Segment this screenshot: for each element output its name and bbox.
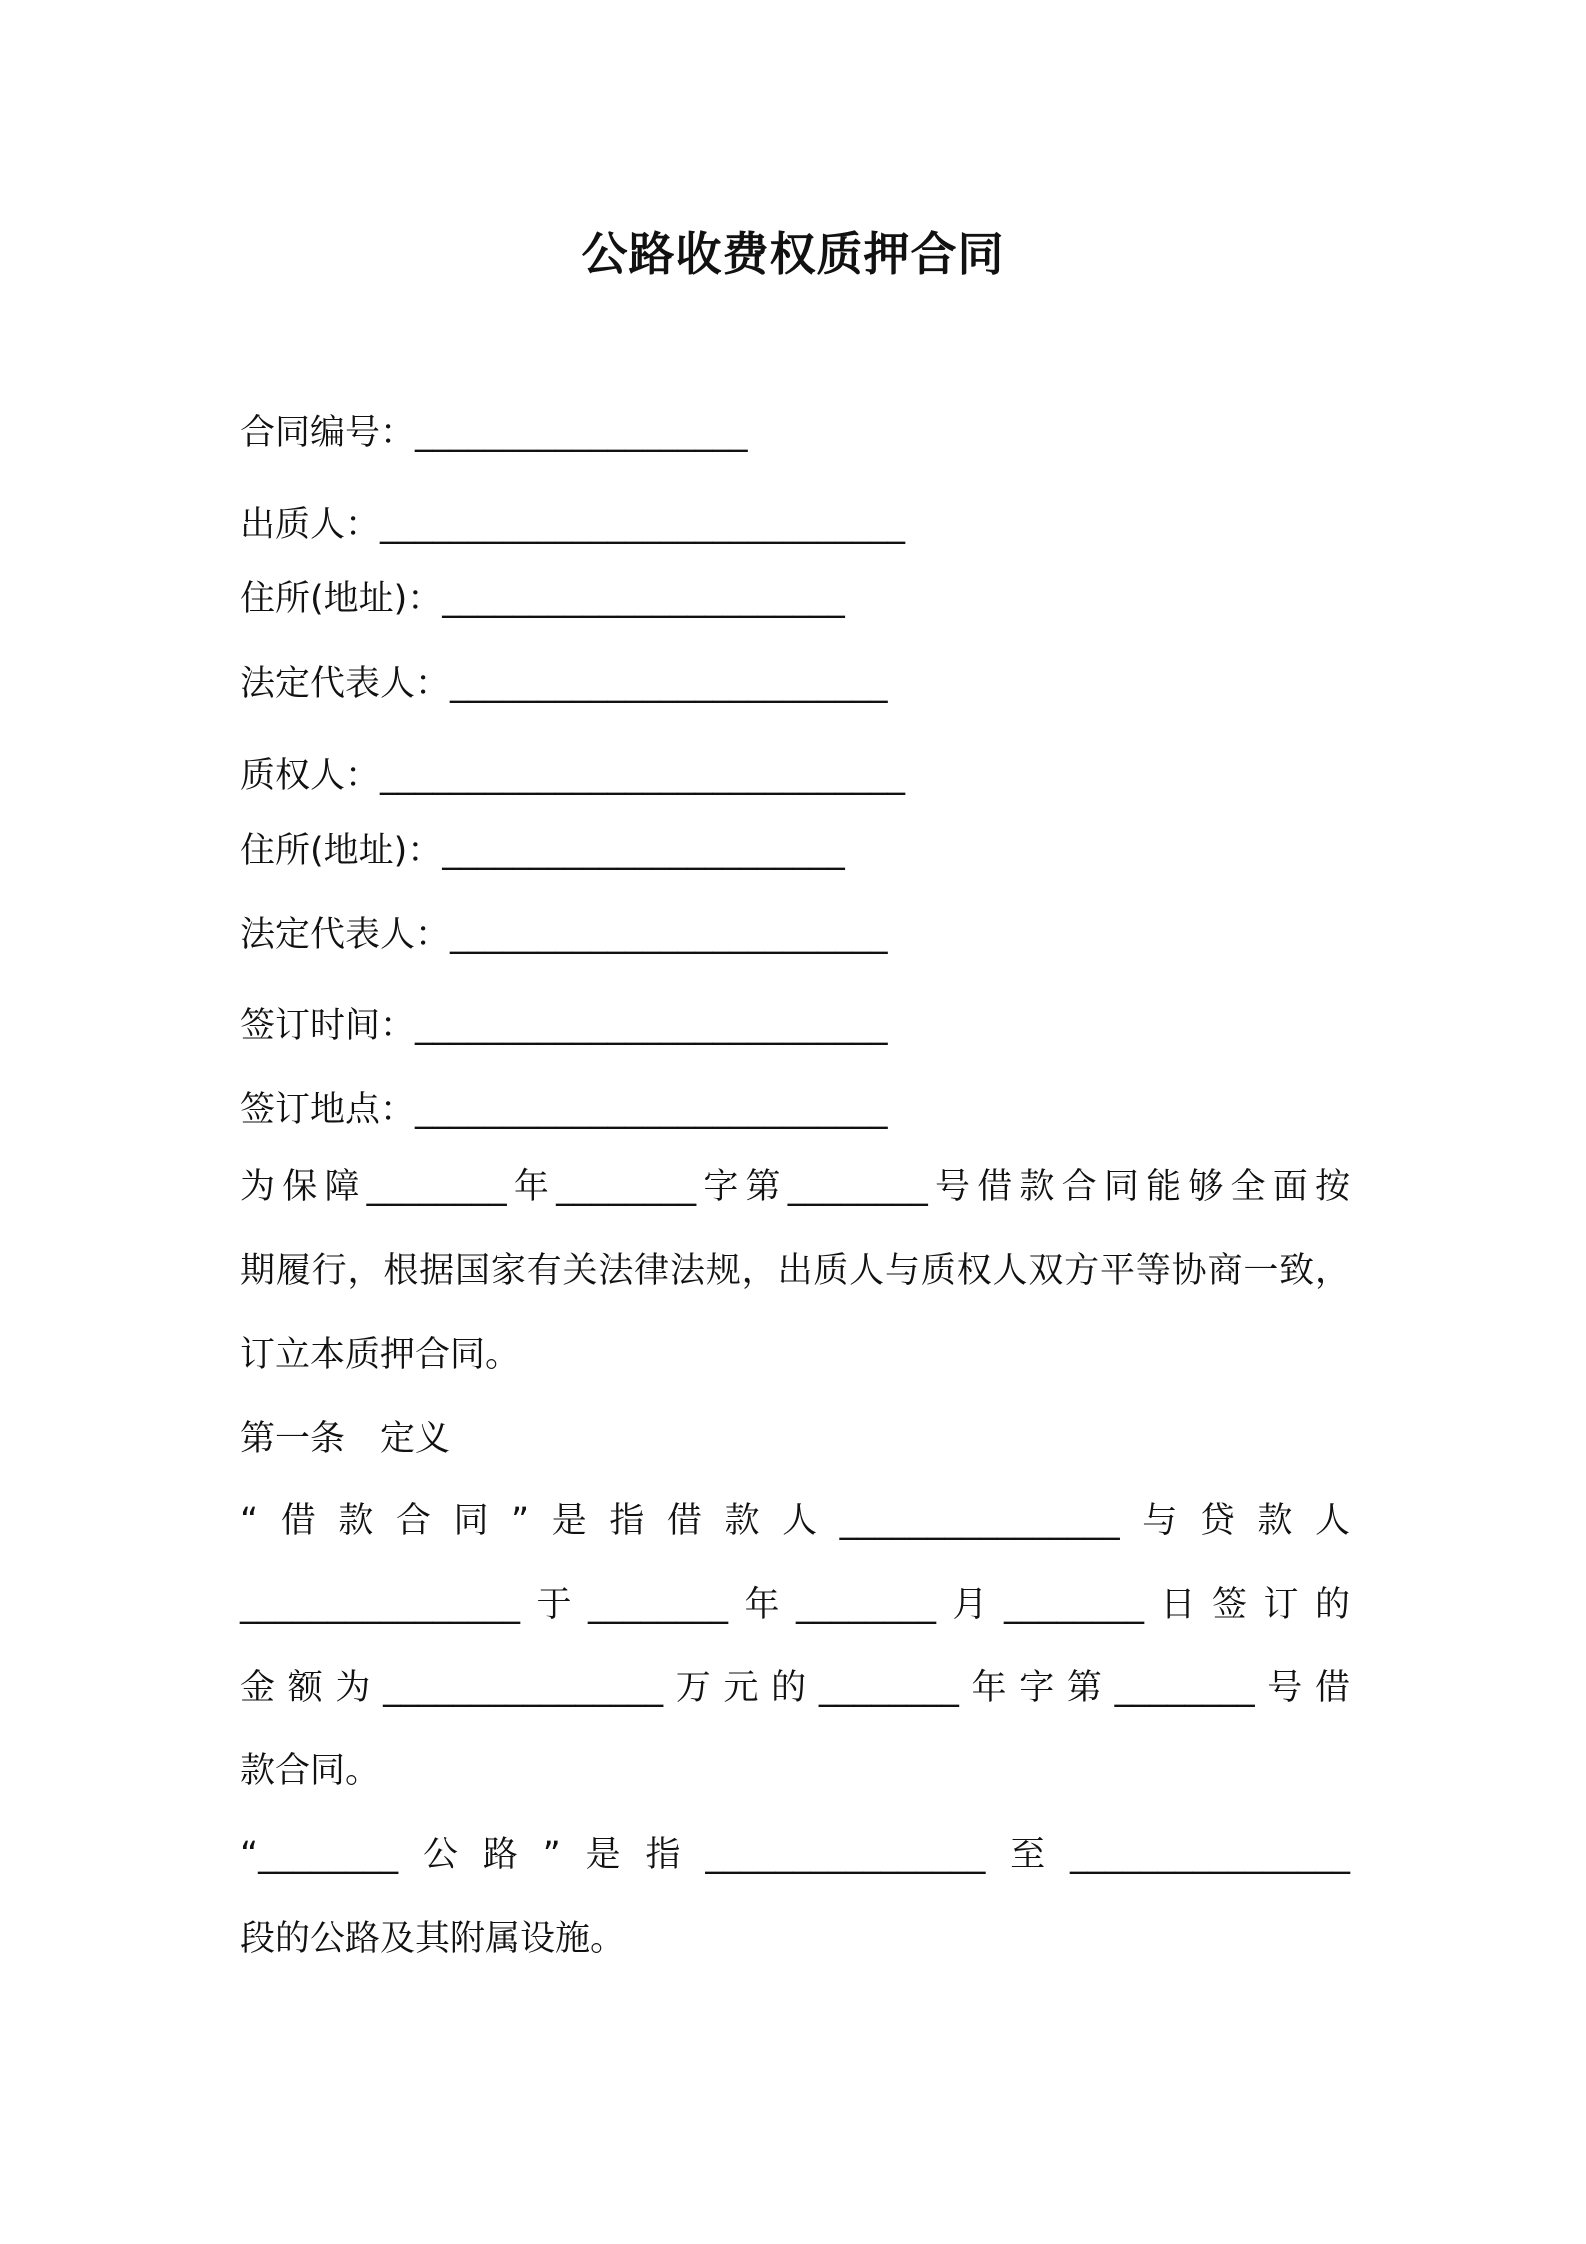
signing-place-field: 签订地点：___________________________ — [240, 1090, 888, 1130]
signing-date-field: 签订时间：___________________________ — [240, 1006, 888, 1046]
contract-number-field: 合同编号：___________________ — [240, 413, 748, 453]
article-1-paragraph-line: “________公路”是指________________至________________ — [240, 1835, 1350, 1875]
pledgee-field: 质权人：______________________________ — [240, 756, 906, 796]
article-1-paragraph-line: 款合同。 — [240, 1751, 381, 1791]
article-1-paragraph-line: 金额为________________万元的________年字第________号借 — [240, 1668, 1350, 1708]
preamble-line: 订立本质押合同。 — [240, 1335, 521, 1375]
preamble-line: 为保障________年________字第________号借款合同能够全面按 — [240, 1167, 1350, 1207]
pledgor-field: 出质人：______________________________ — [240, 505, 906, 545]
preamble-line: 期履行，根据国家有关法律法规，出质人与质权人双方平等协商一致， — [240, 1251, 1350, 1291]
article-1-paragraph-line: “借款合同”是指借款人________________与贷款人 — [240, 1501, 1350, 1541]
article-1-paragraph-line: 段的公路及其附属设施。 — [240, 1919, 626, 1959]
pledgor-address-field: 住所(地址)：_______________________ — [240, 579, 845, 619]
article-1-heading: 第一条 定义 — [240, 1419, 451, 1459]
document-title: 公路收费权质押合同 — [581, 227, 1005, 281]
pledgee-address-field: 住所(地址)：_______________________ — [240, 831, 845, 871]
pledgor-legal-representative-field: 法定代表人：_________________________ — [240, 664, 888, 704]
pledgee-legal-representative-field: 法定代表人：_________________________ — [240, 915, 888, 955]
article-1-paragraph-line: ________________于________年________月________日签订的 — [240, 1585, 1350, 1625]
